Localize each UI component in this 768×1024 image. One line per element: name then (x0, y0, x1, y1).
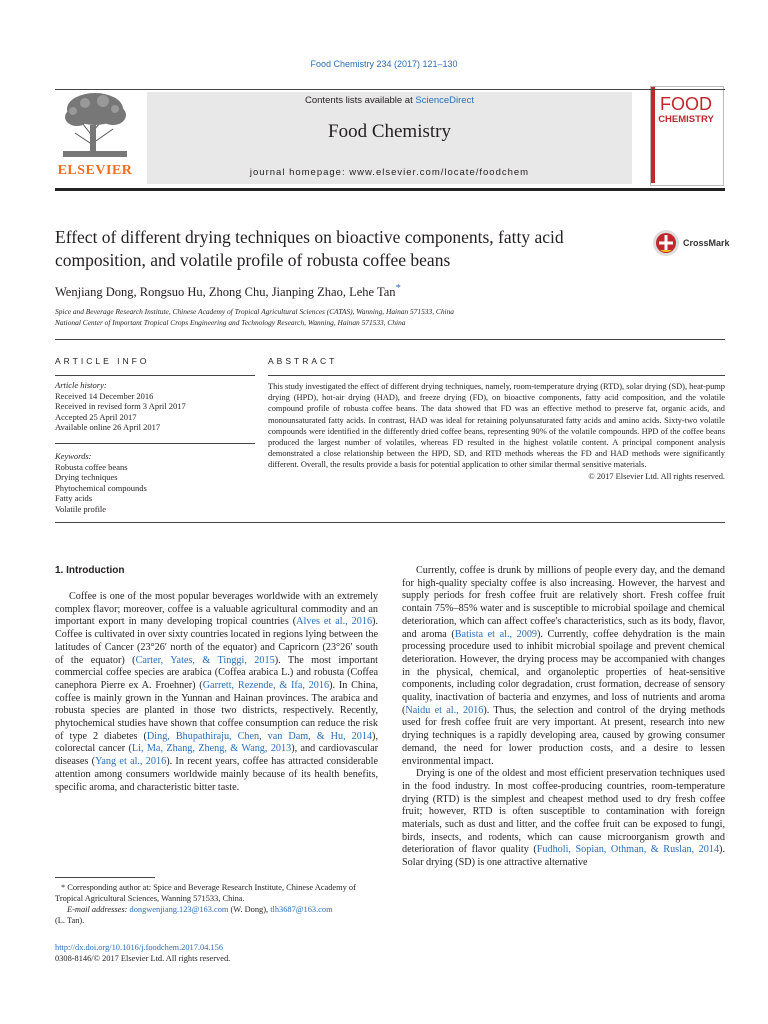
corresponding-author-mark[interactable]: * (395, 283, 401, 294)
abstract-bottom-rule (55, 522, 725, 523)
email-label: E-mail addresses: (67, 905, 128, 914)
header-rule-top (55, 89, 725, 90)
intro-paragraph-3 (402, 768, 725, 870)
paragraph-text: Currently, coffee is drunk by millions of people every day, and the demand for high-quality specialty coffee is also increasing. However, the harvest and supply periods for fresh coffee fruit are relatively short. Fresh coffee fruit contain 75%–85% water and is susceptible to microbial spoilage and chemical deterioration, which can affect coffee's characteristics, such as its body, flavor, and aroma ( (402, 565, 725, 640)
title-line-1: Effect of different drying techniques on bioactive components, fatty acid (55, 227, 564, 247)
abstract-copyright: © 2017 Elsevier Ltd. All rights reserved. (588, 471, 725, 481)
journal-homepage[interactable]: journal homepage: www.elsevier.com/locate/foodchem (249, 167, 530, 178)
title-line-2: composition, and volatile profile of robusta coffee beans (55, 250, 451, 270)
contents-line (147, 95, 632, 106)
keyword: Fatty acids (55, 493, 93, 503)
abstract-body (268, 381, 725, 482)
cover-title-chemistry: CHEMISTRY (658, 114, 714, 125)
journal-cover (650, 86, 724, 186)
corresponding-text: Corresponding author at: Spice and Beverage Research Institute, Chinese Academy of Tropical Agricultural Sciences, Wanning 571533, China. (55, 883, 356, 903)
citation-link[interactable]: Li, Ma, Zhang, Zheng, & Wang, 2013 (131, 743, 292, 755)
paragraph-text: ). In China, coffee is mainly grown in the Yunnan and Hainan provinces. The arabica and robusta species are planted in those two districts, respectively. Recently, phytochemical studies have shown that coffee consumption can reduce the risk of type 2 diabetes ( (55, 679, 378, 742)
email-line (55, 904, 378, 915)
affiliation-1: Spice and Beverage Research Institute, Chinese Academy of Tropical Agricultural Sciences (CATAS), Wanning, Hainan 571533, China (55, 307, 454, 316)
paragraph-text: ), colorectal cancer ( (55, 730, 378, 755)
article-title (55, 226, 635, 272)
paragraph-text: ). Coffee is cultivated in over sixty countries located in regions lying between the latitudes of Cancer (23°26′ north of the equator) and Capricorn (23°26′ south of the equator) ( (55, 616, 378, 666)
paragraph-text: ). Thus, the selection and control of the drying methods used for fresh coffee fruit are very important. At present, research into new drying techniques is a rapidly developing area, caused by growing consumer demand, the need for lower production costs, and a desire to lessen environmental impact. (402, 704, 725, 767)
author-list (55, 283, 401, 300)
affiliation-rule (55, 339, 725, 340)
doi-link[interactable]: http://dx.doi.org/10.1016/j.foodchem.2017.04.156 (55, 943, 224, 952)
keywords (55, 451, 255, 514)
paragraph-text: ). The most important commercial coffee species are arabica (Coffea arabica L.) and robusta (Coffea canephora Pierre ex A. Froehner) ( (55, 654, 378, 691)
keywords-label: Keywords: (55, 451, 92, 461)
citation-link[interactable]: Carter, Yates, & Tinggi, 2015 (135, 654, 275, 666)
abstract-rule (268, 375, 725, 376)
paragraph-text: ). Solar drying (SD) is one attractive alternative (402, 844, 725, 869)
citation-link[interactable]: Fudholi, Sopian, Othman, & Ruslan, 2014 (536, 844, 720, 856)
intro-left-column (55, 591, 378, 794)
corresponding-note (55, 882, 378, 904)
intro-paragraph-2 (402, 565, 725, 768)
article-info-heading: ARTICLE INFO (55, 356, 150, 366)
abstract-text: This study investigated the effect of different drying techniques, namely, room-temperature drying (RTD), solar drying (SD), heat-pump drying (HPD), hot-air drying (HAD), and freeze drying (FD), on bioactive components, fatty acid composition, and the volatile compound profile of robusta coffee beans. The data showed that FD was an effective method to preserve fat, organic acids, and monounsaturated fatty acids. In contrast, HAD was ideal for retaining polyunsaturated fatty acids and amino acids. Sixty-two volatile compounds were identified in the differently dried coffee beans, representing 90% of the volatile compounds. HPD of the coffee beans produced the largest number of volatiles, whereas FD resulted in the highest volatile content. A principal component analysis demonstrated a close relationship between the HPD, SD, and RTD methods whereas the FD and HAD methods were significantly different. Overall, the results provide a basis for potential application to other similar thermal sensitive materials. (268, 382, 725, 470)
sciencedirect-link[interactable]: ScienceDirect (415, 95, 474, 106)
paragraph-text: ). In recent years, coffee has attracted considerable attention among consumers worldwide mainly because of its health benefits, specific aroma, and characteristic bitter taste. (55, 756, 378, 793)
paragraph-text: ). Currently, coffee dehydration is the main processing procedure used to inhibit microbial spoilage and prevent chemical deterioration. However, the drying process may be accompanied with changes in the physical, chemical, and organoleptic properties of heat-sensitive components, including color degradation, crust formation, decrease of sensory quality, inactivation of bacteria and enzymes, and loss of nutrients and aroma ( (402, 628, 725, 716)
footnote-rule (55, 877, 155, 878)
article-history (55, 380, 255, 433)
keyword: Drying techniques (55, 472, 118, 482)
citation-link[interactable]: Batista et al., 2009 (454, 628, 538, 640)
keywords-rule (55, 443, 255, 444)
keyword: Phytochemical compounds (55, 482, 147, 493)
abstract-heading: ABSTRACT (268, 356, 338, 366)
paragraph-text: Drying is one of the oldest and most efficient preservation techniques used in the food industry. In most coffee-producing countries, room-temperature drying (RTD) is the simplest and cheapest method used to dry fresh coffee fruit; however, RTD is often susceptible to contamination with foreign materials, such as dust and litter, and the coffee fruit can be exposed to fungi, birds, insects, and rodents, which can cause microorganism growth and deterioration of flavor quality ( (402, 768, 725, 856)
cover-title-food: FOOD (660, 94, 712, 114)
affiliation-2: National Center of Important Tropical Crops Engineering and Technology Research, Wanning, Hainan 571533, China (55, 318, 406, 327)
article-info-rule (55, 375, 255, 376)
citation-link[interactable]: Alves et al., 2016 (296, 616, 373, 628)
intro-right-column (402, 565, 725, 870)
citation-link[interactable]: Ding, Bhupathiraju, Chen, van Dam, & Hu, 2014 (146, 730, 373, 742)
history-received: Received 14 December 2016 (55, 390, 154, 401)
email-link-dong[interactable]: dongwenjiang.123@163.com (129, 905, 229, 914)
history-online: Available online 26 April 2017 (55, 422, 161, 432)
email-dong-name: (W. Dong), (228, 905, 271, 914)
paragraph-text: Coffee is one of the most popular beverages worldwide with an extremely complex flavor; moreover, coffee is a valuable agricultural commodity and an important export in many developing tropical countries ( (55, 591, 378, 628)
email-tan-name: (L. Tan). (55, 916, 85, 925)
citation-link[interactable]: Yang et al., 2016 (95, 756, 167, 768)
authors-text: Wenjiang Dong, Rongsuo Hu, Zhong Chu, Jianping Zhao, Lehe Tan (55, 285, 396, 300)
keyword: Volatile profile (55, 503, 107, 514)
issn-line: 0308-8146/© 2017 Elsevier Ltd. All rights reserved. (55, 954, 231, 963)
footnote (55, 882, 378, 926)
journal-reference[interactable]: Food Chemistry 234 (2017) 121–130 (310, 59, 458, 69)
citation-link[interactable]: Garrett, Rezende, & Ifa, 2016 (202, 679, 330, 691)
crossmark-icon[interactable] (652, 229, 680, 257)
elsevier-wordmark: ELSEVIER (57, 163, 133, 178)
history-label: Article history: (55, 380, 107, 390)
crossmark-label[interactable]: CrossMark (683, 238, 730, 248)
footnote-mark: * (61, 883, 66, 892)
header-rule-bottom (55, 188, 725, 191)
history-revised: Received in revised form 3 April 2017 (55, 401, 186, 411)
journal-title: Food Chemistry (328, 121, 451, 142)
history-accepted: Accepted 25 April 2017 (55, 411, 137, 422)
contents-prefix: Contents lists available at (305, 95, 416, 106)
citation-link[interactable]: Naidu et al., 2016 (405, 704, 484, 716)
intro-paragraph-1 (55, 591, 378, 794)
paragraph-text: ), and cardiovascular diseases ( (55, 743, 379, 768)
section-heading-introduction: 1. Introduction (55, 565, 125, 576)
email-link-tan[interactable]: tlh3687@163.com (270, 905, 333, 914)
keyword: Robusta coffee beans (55, 461, 128, 472)
